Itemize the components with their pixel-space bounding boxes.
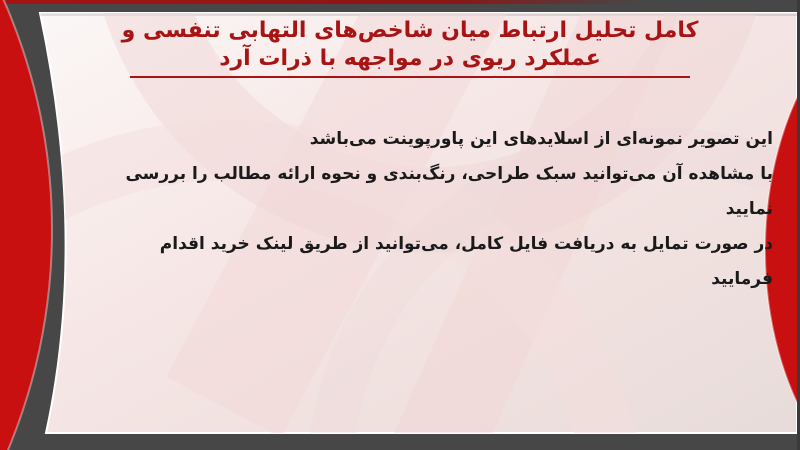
title-line-1: کامل تحلیل ارتباط میان شاخص‌های التهابی تنفسی و xyxy=(121,18,699,43)
slide-body xyxy=(113,122,773,297)
body-line-3: در صورت تمایل به دریافت فایل کامل، می‌توانید از طریق لینک خرید اقدام فرمایید xyxy=(159,234,773,289)
title-line-2: عملکرد ریوی در مواجهه با ذرات آرد xyxy=(219,46,601,71)
body-line-1: این تصویر نمونه‌ای از اسلایدهای این پاورپوینت می‌باشد xyxy=(309,129,773,149)
body-line-2: با مشاهده آن می‌توانید سبک طراحی، رنگ‌بندی و نحوه ارائه مطالب را بررسی نمایید xyxy=(125,164,773,219)
slide-title xyxy=(95,17,725,78)
title-underline xyxy=(130,76,690,78)
